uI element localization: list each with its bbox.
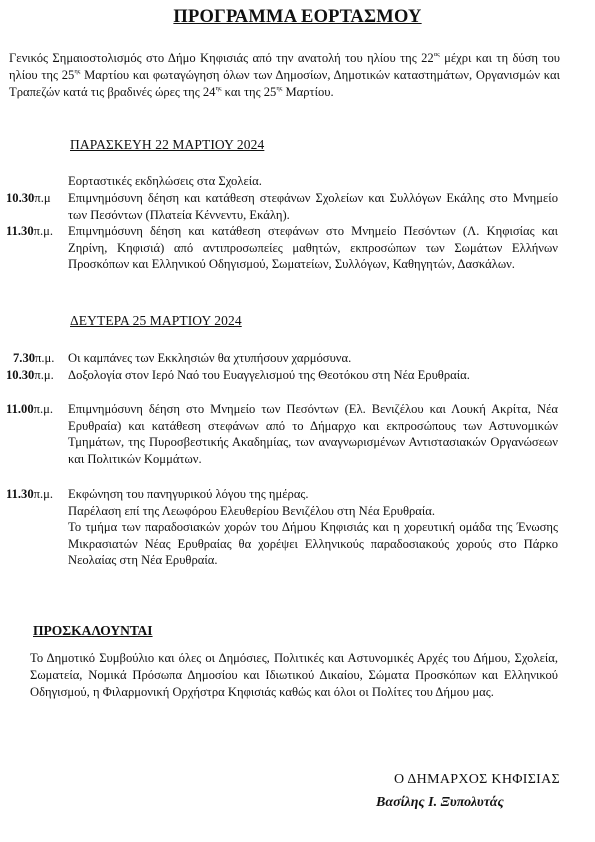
schedule-item bbox=[6, 350, 558, 367]
event-time: 7.30π.μ. bbox=[13, 351, 55, 365]
schedule-item bbox=[6, 190, 558, 223]
event-time: 10.30π.μ. bbox=[6, 368, 54, 382]
parade-note: Παρέλαση επί της Λεωφόρου Ελευθερίου Βενιζέλου στη Νέα Ερυθραία. bbox=[68, 503, 436, 518]
schedule-item bbox=[6, 486, 558, 569]
invite-paragraph: Το Δημοτικό Συμβούλιο και όλες οι Δημόσιες, Πολιτικές και Αστυνομικές Αρχές του Δήμου, Σχολεία, Σωματεία, Νομικά Πρόσωπα Δημοσίου και Ιδιωτικού Δικαίου, Σώματα Προσκόπων και Ελληνικού Οδηγισμού, η Φιλαρμονική Ορχήστρα Κηφισιάς καθώς και όλοι οι Πολίτες του Δήμου μας. bbox=[30, 651, 558, 699]
intro-paragraph: Γενικός Σημαιοστολισμός στο Δήμο Κηφισιάς από την ανατολή του ηλίου της $22^{\alpha\varsigma}$ μέχρι και τη δύση του ηλίου της $25^{\eta\varsigma}$ Μαρτίου και φωταγώγηση όλων των Δημοσίων, Δημοτικών καταστημάτων, Οργανισμών και Τραπεζών κατά τις βραδινές ώρες της $24^{\eta\varsigma}$ και της $25^{\eta\varsigma}$ Μαρτίου. bbox=[9, 51, 560, 99]
event-description: Δοξολογία στον Ιερό Ναό του Ευαγγελισμού της Θεοτόκου στη Νέα Ερυθραία. bbox=[68, 368, 470, 382]
page-title: ΠΡΟΓΡΑΜΜΑ ΕΟΡΤΑΣΜΟΥ bbox=[173, 7, 422, 27]
friday-note: Εορταστικές εκδηλώσεις στα Σχολεία. bbox=[68, 174, 262, 188]
schedule-item bbox=[6, 367, 558, 384]
mayor-title: Ο ΔΗΜΑΡΧΟΣ ΚΗΦΙΣΙΑΣ bbox=[393, 772, 560, 787]
event-time: 11.30π.μ. bbox=[6, 487, 54, 501]
event-description: Εκφώνηση του πανηγυρικού λόγου της ημέρας. Παρέλαση επί της Λεωφόρου Ελευθερίου Βενιζέλου στη Νέα Ερυθραία. Το τμήμα των παραδοσιακών χορών του Δήμου Κηφισιάς και η χορευτική ομάδα της Ένωσης Μικρασιατών Νέας Ερυθραίας θα χορέψει Ελληνικούς παραδοσιακούς χορούς στο Πάρκο Νεολαίας στη Νέα Ερυθραία. bbox=[68, 487, 558, 567]
event-time: 11.30π.μ. bbox=[6, 224, 54, 238]
mayor-name: Βασίλης Ι. Ξυπολυτάς bbox=[376, 795, 504, 810]
event-time: 10.30π.μ bbox=[6, 191, 51, 205]
monday-heading: ΔΕΥΤΕΡΑ 25 ΜΑΡΤΙΟΥ 2024 bbox=[70, 313, 242, 328]
friday-heading: ΠΑΡΑΣΚΕΥΗ 22 ΜΑΡΤΙΟΥ 2024 bbox=[70, 137, 265, 152]
event-description: Επιμνημόσυνη δέηση και κατάθεση στεφάνων στο Μνημείο Πεσόντων (Λ. Κηφισίας και Ζηρίνη, Κηφισιά) από αντιπροσωπείες μαθητών, εκπροσώπων των Σωμάτων Ελλήνων Προσκόπων και Ελληνικού Οδηγισμού, Σωματείων, Συλλόγων, Καθηγητών, Δασκάλων. bbox=[68, 224, 558, 271]
event-time: 11.00π.μ. bbox=[6, 402, 54, 416]
schedule-item bbox=[6, 223, 558, 273]
event-description: Επιμνημόσυνη δέηση στο Μνημείο των Πεσόντων (Ελ. Βενιζέλου και Λουκή Ακρίτα, Νέα Ερυθραία) και κατάθεση στεφάνων από το Δήμαρχο και εκπροσώπους των Αστυνομικών Τμημάτων, της Πυροσβεστικής Ακαδημίας, των αναγνωρισμένων Αντιστασιακών Οργανώσεων και Πολιτικών Κομμάτων. bbox=[68, 402, 558, 466]
dance-note: Το τμήμα των παραδοσιακών χορών του Δήμου Κηφισιάς και η χορευτική ομάδα της Ένωσης Μικρασιατών Νέας Ερυθραίας θα χορέψει Ελληνικούς παραδοσιακούς χορούς στο Πάρκο Νεολαίας στη Νέα Ερυθραία. bbox=[68, 520, 558, 567]
event-description: Επιμνημόσυνη δέηση και κατάθεση στεφάνων Σχολείων και Συλλόγων Εκάλης στο Μνημείο των Πεσόντων (Πλατεία Κέννεντυ, Εκάλη). bbox=[68, 191, 558, 222]
invite-heading: ΠΡΟΣΚΑΛΟΥΝΤΑΙ bbox=[33, 623, 153, 638]
event-description: Οι καμπάνες των Εκκλησιών θα χτυπήσουν χαρμόσυνα. bbox=[68, 351, 352, 365]
schedule-item bbox=[6, 401, 558, 467]
